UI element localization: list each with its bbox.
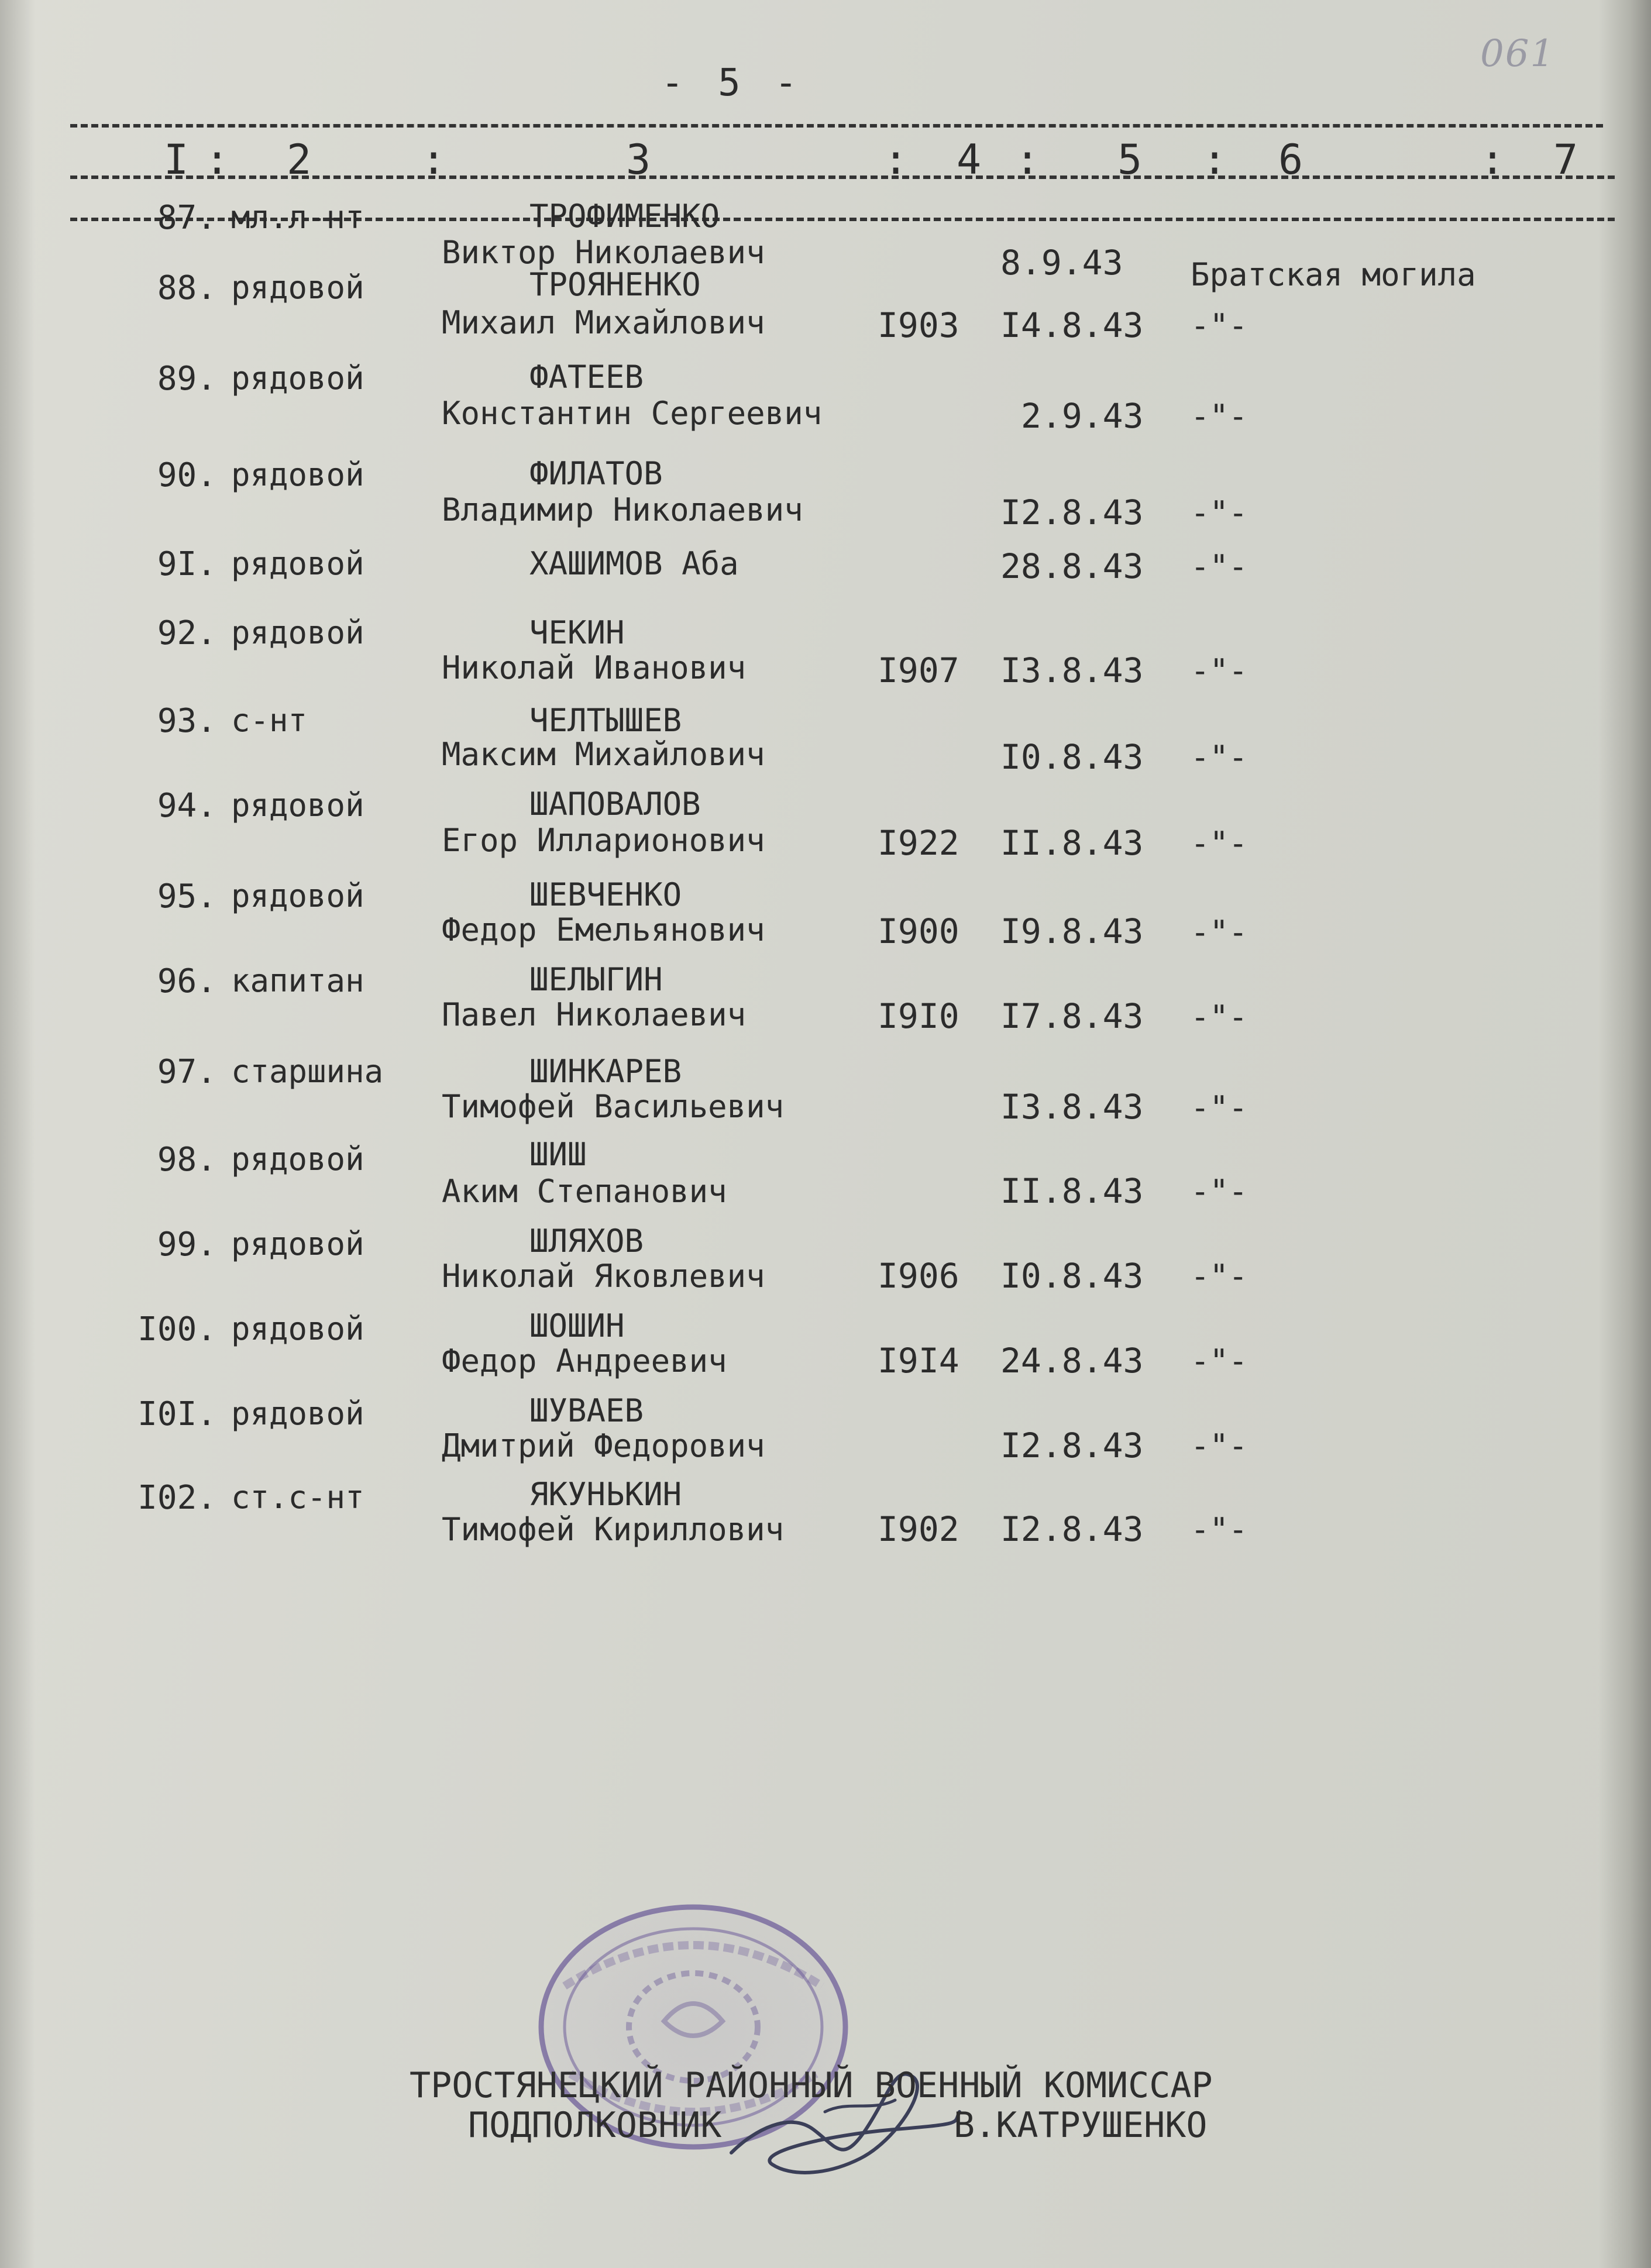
rank: рядовой [231, 614, 364, 651]
table-row [0, 702, 1651, 778]
column-separator: : [1480, 136, 1505, 184]
death-date: I2.8.43 [1000, 1509, 1144, 1549]
birth-year: I9I0 [878, 996, 959, 1036]
given-names: Николай Иванович [442, 649, 747, 686]
burial-place: -"- [1191, 914, 1248, 951]
burial-place: -"- [1191, 739, 1248, 776]
surname: ЧЕКИН [529, 614, 625, 651]
column-separator: : [421, 136, 446, 184]
rank: рядовой [231, 1395, 364, 1432]
column-header: 3 [626, 136, 651, 184]
surname: ШОШИН [529, 1307, 625, 1344]
death-date: I3.8.43 [1000, 1087, 1144, 1127]
table-row [0, 1392, 1651, 1471]
surname: ШИШ [529, 1136, 587, 1173]
given-names: Федор Емельянович [442, 911, 765, 948]
given-names: Дмитрий Федорович [442, 1427, 765, 1464]
table-row [0, 1307, 1651, 1386]
column-separator: : [883, 136, 909, 184]
burial-place: -"- [1191, 1427, 1248, 1464]
given-names: Константин Сергеевич [442, 395, 823, 432]
rank: капитан [231, 962, 364, 999]
surname: ШАПОВАЛОВ [529, 786, 701, 822]
rank: мл.л-нт [231, 199, 364, 236]
given-names: Павел Николаевич [442, 996, 747, 1033]
surname: ТРОЯНЕНКО [529, 266, 701, 303]
handwritten-signature [720, 2042, 965, 2182]
table-row [0, 545, 1651, 621]
given-names: Михаил Михайлович [442, 304, 765, 341]
surname: ШУВАЕВ [529, 1392, 644, 1429]
surname: ШЕВЧЕНКО [529, 876, 682, 913]
rank: рядовой [231, 269, 364, 306]
row-number: 97. [157, 1053, 216, 1091]
table-row [0, 877, 1651, 954]
column-header: 5 [1117, 136, 1143, 184]
burial-place: -"- [1191, 1511, 1248, 1548]
death-date: I2.8.43 [1000, 1426, 1144, 1465]
death-date: 28.8.43 [1000, 546, 1144, 586]
given-names: Николай Яковлевич [442, 1258, 765, 1295]
birth-year: I902 [878, 1509, 959, 1549]
row-number: 93. [157, 702, 216, 740]
column-header: 7 [1553, 136, 1578, 184]
row-number: 96. [157, 962, 216, 1000]
death-date: I0.8.43 [1000, 1256, 1144, 1296]
surname: ШЕЛЫГИН [529, 961, 663, 998]
burial-place: -"- [1191, 1089, 1248, 1126]
rank: старшина [231, 1053, 384, 1090]
surname: ТРОФИМЕНКО [529, 198, 720, 235]
burial-place: -"- [1191, 398, 1248, 435]
death-date: II.8.43 [1000, 823, 1144, 863]
commissar-name: В.КАТРУШЕНКО [954, 2105, 1208, 2146]
rank: рядовой [231, 456, 364, 493]
row-number: 95. [157, 877, 216, 916]
birth-year: I903 [878, 305, 959, 345]
table-row [0, 787, 1651, 863]
death-date: I0.8.43 [1000, 737, 1144, 777]
death-date: I3.8.43 [1000, 651, 1144, 690]
rank: рядовой [231, 787, 364, 824]
death-date: I2.8.43 [1000, 493, 1144, 532]
surname: ЯКУНЬКИН [529, 1476, 682, 1513]
column-header: 6 [1278, 136, 1303, 184]
birth-year: I906 [878, 1256, 959, 1296]
rank: рядовой [231, 1141, 364, 1178]
row-number: 89. [157, 360, 216, 398]
surname: ФАТЕЕВ [529, 359, 644, 395]
burial-place: -"- [1191, 494, 1248, 531]
birth-year: I907 [878, 651, 959, 690]
table-row [0, 614, 1651, 690]
rank: рядовой [231, 360, 364, 397]
death-date: 24.8.43 [1000, 1341, 1144, 1381]
column-separator: : [1015, 136, 1040, 184]
row-number: I0I. [137, 1395, 216, 1433]
column-header: I [164, 136, 189, 184]
burial-place: -"- [1191, 1258, 1248, 1295]
death-date: II.8.43 [1000, 1171, 1144, 1211]
surname: ЧЕЛТЫШЕВ [529, 702, 682, 739]
given-names: Виктор Николаевич [442, 234, 765, 271]
archive-number: 061 [1480, 32, 1556, 75]
rank: рядовой [231, 877, 364, 914]
row-number: I02. [137, 1479, 216, 1517]
given-names: Егор Илларионович [442, 822, 765, 859]
row-number: 92. [157, 614, 216, 652]
burial-place: -"- [1191, 307, 1248, 344]
row-number: 88. [157, 269, 216, 307]
column-header: 2 [287, 136, 312, 184]
given-names: Тимофей Васильевич [442, 1088, 785, 1125]
column-separator: : [1202, 136, 1227, 184]
birth-year: I900 [878, 911, 959, 951]
header-rule [70, 124, 1603, 128]
column-header: 4 [957, 136, 982, 184]
surname: ШЛЯХОВ [529, 1223, 644, 1259]
death-date: I9.8.43 [1000, 911, 1144, 951]
rank: рядовой [231, 545, 364, 582]
given-names: Максим Михайлович [442, 736, 765, 773]
birth-year: I9I4 [878, 1341, 959, 1381]
given-names: Владимир Николаевич [442, 491, 803, 528]
row-number: 90. [157, 456, 216, 494]
rank: с-нт [231, 702, 308, 739]
row-number: 99. [157, 1226, 216, 1264]
commissar-title: ТРОСТЯНЕЦКИЙ РАЙОННЫЙ ВОЕННЫЙ КОМИССАР [410, 2065, 1213, 2106]
burial-place: -"- [1191, 825, 1248, 862]
given-names: Аким Степанович [442, 1173, 727, 1210]
table-row [0, 1223, 1651, 1302]
burial-place: -"- [1191, 999, 1248, 1035]
page-number: - 5 - [661, 61, 803, 105]
death-date: 8.9.43 [1000, 243, 1123, 283]
column-separator: : [205, 136, 230, 184]
rank: рядовой [231, 1226, 364, 1262]
row-number: 87. [157, 199, 216, 237]
table-row [0, 1053, 1651, 1129]
burial-place: -"- [1191, 652, 1248, 689]
burial-place: -"- [1191, 1173, 1248, 1210]
row-number: 98. [157, 1141, 216, 1179]
table-row [0, 360, 1651, 436]
given-names: Федор Андреевич [442, 1343, 727, 1379]
given-names: Тимофей Кириллович [442, 1511, 785, 1548]
burial-place: Братская могила [1191, 256, 1476, 293]
surname: ФИЛАТОВ [529, 455, 663, 492]
table-row [0, 456, 1651, 532]
table-row [0, 1136, 1651, 1217]
surname: ХАШИМОВ Аба [529, 545, 739, 582]
death-date: I7.8.43 [1000, 996, 1144, 1036]
table-row [0, 266, 1651, 345]
commissar-rank: ПОДПОЛКОВНИК [468, 2105, 722, 2146]
death-date: 2.9.43 [1021, 396, 1144, 436]
table-row [0, 962, 1651, 1038]
burial-place: -"- [1191, 1343, 1248, 1379]
rank: ст.с-нт [231, 1479, 364, 1516]
row-number: I00. [137, 1310, 216, 1348]
birth-year: I922 [878, 823, 959, 863]
surname: ШИНКАРЕВ [529, 1053, 682, 1090]
burial-place: -"- [1191, 548, 1248, 585]
table-row [0, 1476, 1651, 1555]
rank: рядовой [231, 1310, 364, 1347]
death-date: I4.8.43 [1000, 305, 1144, 345]
row-number: 94. [157, 787, 216, 825]
row-number: 9I. [157, 545, 216, 583]
